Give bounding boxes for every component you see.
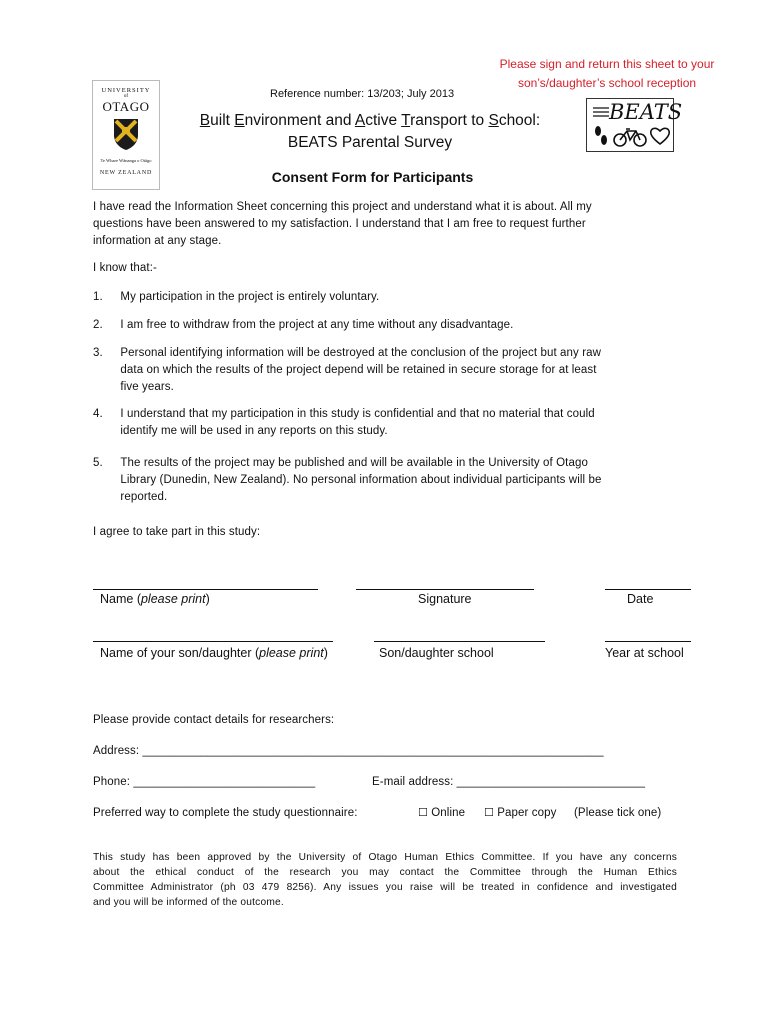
agree-statement: I agree to take part in this study: [93, 526, 261, 538]
title-initial-e: E [234, 112, 245, 129]
title-part-chool: chool: [498, 112, 541, 129]
school-label: Son/daughter school [379, 646, 494, 660]
paper-option-label: Paper copy [497, 807, 557, 819]
otago-shield-icon [112, 117, 140, 151]
child-name-label-text: Name of your son/daughter ( [100, 646, 260, 660]
contact-heading: Please provide contact details for researchers: [93, 714, 335, 726]
online-option[interactable] [418, 805, 465, 822]
address-field[interactable]: Address: _______________________________________________________________________ [93, 745, 604, 757]
beats-logo-text: BEATS [609, 100, 683, 124]
title-part-nvironment: nvironment and [244, 112, 355, 129]
title-initial-s: S [488, 112, 499, 129]
consent-item [93, 289, 693, 306]
date-line[interactable] [605, 589, 691, 590]
logo-of-text: of [123, 94, 129, 99]
title-initial-a: A [354, 112, 366, 129]
name-label [100, 592, 210, 606]
title-part-ransport: ransport to [410, 112, 489, 129]
logo-country-text: NEW ZEALAND [99, 170, 153, 176]
year-line[interactable] [605, 641, 691, 642]
ethics-footer-line2: about the ethical conduct of the research you may contact the Committee through the Human Ethics [93, 867, 677, 878]
title-part-uilt: uilt [210, 112, 235, 129]
intro-paragraph [93, 199, 693, 250]
consent-item-text [120, 406, 693, 440]
consent-item-line: five years. [120, 381, 174, 393]
paper-checkbox-icon[interactable]: ☐ [484, 807, 494, 819]
return-notice-line2: son’s/daughter’s school reception [517, 76, 697, 90]
ethics-footer-line3: Committee Administrator (ph 03 479 8256). Any issues you raise will be treated in confidence and investigated [93, 882, 677, 893]
consent-item-line: Library (Dunedin, New Zealand). No personal information about individual participants will be [120, 474, 602, 486]
consent-item-line: I am free to withdraw from the project at any time without any disadvantage. [120, 319, 514, 331]
survey-title-line1 [160, 110, 580, 132]
preferred-method-label: Preferred way to complete the study questionnaire: [93, 807, 358, 819]
paper-option[interactable] [484, 805, 556, 822]
logo-motto-text: Te Whare Wānanga o Otāgo [100, 158, 152, 163]
heart-icon [649, 126, 671, 146]
consent-item-line: Personal identifying information will be destroyed at the conclusion of the project but any raw [120, 347, 602, 359]
ethics-footer-line4: and you will be informed of the outcome. [93, 897, 284, 908]
consent-item-text [120, 317, 693, 334]
name-signature-line[interactable] [93, 589, 318, 590]
consent-item-text [120, 289, 693, 306]
survey-title-line2: BEATS Parental Survey [287, 134, 453, 151]
tick-note: (Please tick one) [574, 807, 662, 819]
phone-field[interactable]: Phone: ____________________________ [93, 776, 316, 788]
bicycle-icon [613, 127, 647, 147]
consent-item [93, 406, 693, 440]
reference-number: Reference number: 13/203; July 2013 [270, 88, 455, 100]
intro-line1: I have read the Information Sheet concerning this project and understand what it is about. All my [93, 201, 592, 213]
consent-item [93, 345, 693, 396]
consent-item-text [120, 345, 693, 396]
school-line[interactable] [374, 641, 545, 642]
consent-item-number: 4. [93, 408, 103, 420]
name-label-close: ) [205, 592, 210, 606]
year-label: Year at school [605, 646, 684, 660]
consent-item-line: The results of the project may be published and will be available in the University of Otago [120, 457, 588, 469]
ethics-footer [93, 850, 677, 910]
child-name-label-close: ) [323, 646, 328, 660]
child-name-label-italic: please print [259, 646, 324, 660]
signature-line[interactable] [356, 589, 534, 590]
consent-item [93, 455, 693, 506]
consent-item-number: 3. [93, 347, 103, 359]
consent-item-line: I understand that my participation in this study is confidential and that no material that could [120, 408, 595, 420]
beats-logo [586, 98, 683, 152]
survey-title [160, 110, 580, 154]
title-part-ctive: ctive [365, 112, 402, 129]
name-label-text: Name ( [100, 592, 141, 606]
online-checkbox-icon[interactable]: ☐ [418, 807, 428, 819]
title-initial-t: T [401, 112, 411, 129]
logo-otago-text: OTAGO [102, 99, 150, 114]
logo-university-text: UNIVERSITY [101, 87, 151, 94]
date-label: Date [627, 592, 654, 606]
beats-lines-icon [591, 105, 611, 119]
consent-item-line: identify me will be used in any reports on this study. [120, 425, 388, 437]
child-name-line[interactable] [93, 641, 333, 642]
consent-item-line: reported. [120, 491, 168, 503]
consent-item-number: 2. [93, 319, 103, 331]
consent-item-number: 5. [93, 457, 103, 469]
name-label-italic: please print [140, 592, 206, 606]
intro-line2: questions have been answered to my satisfaction. I understand that I am free to request further [93, 218, 586, 230]
consent-item-line: data on which the results of the project depend will be retained in secure storage for at least [120, 364, 597, 376]
signature-label: Signature [418, 592, 472, 606]
online-option-label: Online [431, 807, 466, 819]
email-field[interactable]: E-mail address: _____________________________ [372, 776, 646, 788]
intro-line3: information at any stage. [93, 235, 222, 247]
child-name-label [100, 646, 328, 660]
ethics-footer-line1: This study has been approved by the University of Otago Human Ethics Committee. If you have any concerns [93, 852, 677, 863]
otago-logo [92, 80, 160, 190]
return-notice-line1: Please sign and return this sheet to your [499, 57, 715, 71]
consent-item-text [120, 455, 693, 506]
return-notice [478, 55, 736, 93]
footprints-icon [593, 125, 609, 147]
know-that-label: I know that:- [93, 262, 157, 274]
consent-heading: Consent Form for Participants [271, 169, 474, 185]
consent-item-line: My participation in the project is entirely voluntary. [120, 291, 380, 303]
consent-item-number: 1. [93, 291, 103, 303]
consent-item [93, 317, 693, 334]
title-initial-b: B [199, 112, 211, 129]
